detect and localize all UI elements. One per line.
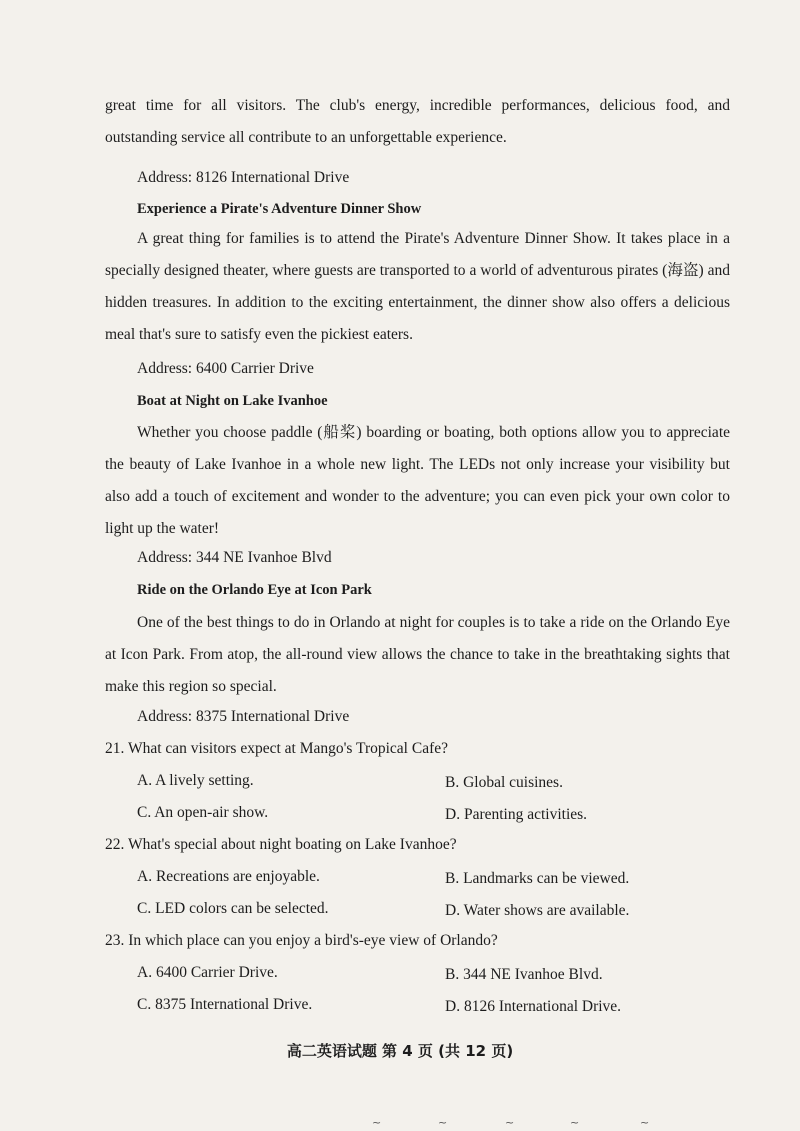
- scan-smudge: ~: [505, 1116, 515, 1129]
- section-address-lake: Address: 344 NE Ivanhoe Blvd: [137, 549, 332, 566]
- intro-paragraph: great time for all visitors. The club's energy, incredible performances, delicious food, and outstanding service all contribute to an unforgettable experience.: [105, 97, 730, 146]
- section-heading-eye: Ride on the Orlando Eye at Icon Park: [137, 582, 372, 598]
- question-21-option-b: B. Global cuisines.: [445, 774, 563, 791]
- question-21-option-a: A. A lively setting.: [137, 772, 254, 789]
- question-22-option-c: C. LED colors can be selected.: [137, 900, 329, 917]
- question-22-stem: 22. What's special about night boating on Lake Ivanhoe?: [105, 836, 457, 853]
- question-22-option-b: B. Landmarks can be viewed.: [445, 870, 630, 887]
- section-heading-pirate: Experience a Pirate's Adventure Dinner Show: [137, 201, 422, 217]
- scan-smudge: ~: [438, 1116, 448, 1129]
- section-address-eye: Address: 8375 International Drive: [137, 708, 350, 725]
- question-22-option-d: D. Water shows are available.: [445, 902, 630, 919]
- question-23-option-b: B. 344 NE Ivanhoe Blvd.: [445, 966, 603, 983]
- question-23-option-c: C. 8375 International Drive.: [137, 996, 313, 1013]
- question-23-option-d: D. 8126 International Drive.: [445, 998, 622, 1015]
- page-footer: 高二英语试题 第 4 页 (共 12 页): [286, 1042, 514, 1060]
- question-23-option-a: A. 6400 Carrier Drive.: [137, 964, 278, 981]
- question-23-stem: 23. In which place can you enjoy a bird's-eye view of Orlando?: [105, 932, 498, 949]
- section-body-pirate: A great thing for families is to attend the Pirate's Adventure Dinner Show. It takes place in a specially designed theater, where guests are transported to a world of adventurous pirates (海盗) and hidden treasures. In addition to the exciting entertainment, the dinner show also offers a delicious meal that's sure to satisfy even the pickiest eaters.: [105, 230, 730, 343]
- scan-smudge: ~: [372, 1116, 382, 1129]
- scan-smudge: ~: [640, 1116, 650, 1129]
- section-body-eye: One of the best things to do in Orlando at night for couples is to take a ride on the Orlando Eye at Icon Park. From atop, the all-round view allows the chance to take in the breathtaking sights that make this region so special.: [105, 614, 730, 695]
- question-22-option-a: A. Recreations are enjoyable.: [137, 868, 320, 885]
- section-heading-lake: Boat at Night on Lake Ivanhoe: [137, 393, 328, 409]
- question-21-option-d: D. Parenting activities.: [445, 806, 588, 823]
- intro-address: Address: 8126 International Drive: [137, 169, 350, 186]
- scan-smudge: ~: [570, 1116, 580, 1129]
- section-body-lake: Whether you choose paddle (船桨) boarding or boating, both options allow you to appreciate the beauty of Lake Ivanhoe in a whole new light. The LEDs not only increase your visibility but also add a touch of excitement and wonder to the adventure; you can even pick your own color to light up the water!: [105, 424, 730, 537]
- question-21-option-c: C. An open-air show.: [137, 804, 269, 821]
- question-21-stem: 21. What can visitors expect at Mango's Tropical Cafe?: [105, 740, 448, 757]
- section-address-pirate: Address: 6400 Carrier Drive: [137, 360, 314, 377]
